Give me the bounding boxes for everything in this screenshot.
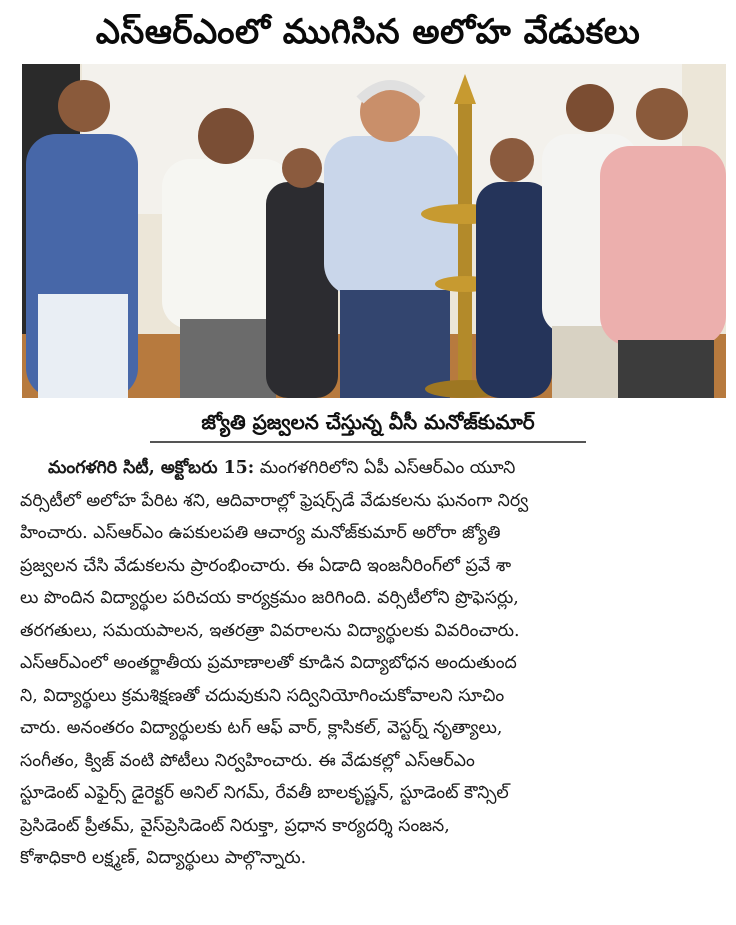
article-line-3: హించారు. ఎస్ఆర్ఎం ఉపకులపతి ఆచార్య మనోజ్‌కుమార్ అరోరా జ్యోతి — [20, 523, 501, 543]
photo-caption: జ్యోతి ప్రజ్వలన చేస్తున్న వీసీ మనోజ్‌కుమార్ — [150, 403, 586, 443]
dateline: మంగళగిరి సిటీ, అక్టోబరు 15: — [48, 458, 255, 478]
article-line-5: లు పొందిన విద్యార్థుల పరిచయ కార్యక్రమం జరిగింది. వర్సిటీలోని ప్రొఫెసర్లు, — [20, 588, 519, 608]
article-line-4: ప్రజ్వలన చేసి వేడుకలను ప్రారంభించారు. ఈ ఏడాది ఇంజనీరింగ్‌లో ప్రవే శా — [20, 555, 512, 576]
article-line-7: ఎస్ఆర్ఎంలో అంతర్జాతీయ ప్రమాణాలతో కూడిన విద్యాబోధన అందుతుంద — [20, 653, 517, 673]
headline: ఎస్ఆర్ఎంలో ముగిసిన అలోహ వేడుకలు — [95, 12, 641, 52]
article-line-6: తరగతులు, సమయపాలన, ఇతరత్రా వివరాలను విద్యార్థులకు వివరించారు. — [20, 620, 520, 641]
article-line-13: కోశాధికారి లక్ష్మణ్, విద్యార్థులు పాల్గొన్నారు. — [20, 848, 307, 868]
article-line-8: ని, విద్యార్థులు క్రమశిక్షణతో చదువుకుని సద్వినియోగించుకోవాలని సూచిం — [20, 685, 505, 706]
article-line-1-text: మంగళగిరిలోని ఏపీ ఎస్ఆర్ఎం యూని — [254, 458, 516, 478]
article-line-9: చారు. అనంతరం విద్యార్థులకు టగ్ ఆఫ్ వార్, క్లాసికల్, వెస్టర్న్ నృత్యాలు, — [20, 718, 503, 738]
news-photo — [22, 64, 726, 398]
article-line-11: స్టూడెంట్ ఎఫైర్స్ డైరెక్టర్ అనిల్ నిగమ్, రేవతీ బాలకృష్ణన్, స్టూడెంట్ కౌన్సిల్ — [20, 783, 509, 803]
article-line-1 — [20, 452, 720, 485]
article-body — [20, 452, 720, 875]
article-line-12: ప్రెసిడెంట్ ప్రీతమ్, వైస్‌ప్రెసిడెంట్ నిరుక్తా, ప్రధాన కార్యదర్శి సంజన, — [20, 815, 450, 836]
article-line-10: సంగీతం, క్విజ్ వంటి పోటీలు నిర్వహించారు. ఈ వేడుకల్లో ఎస్ఆర్ఎం — [20, 750, 475, 771]
lamp-lighting-photo — [22, 64, 726, 398]
article-line-2: వర్సిటీలో అలోహ పేరిట శని, ఆదివారాల్లో ఫ్రెషర్స్‌డే వేడుకలను ఘనంగా నిర్వ — [20, 490, 529, 511]
